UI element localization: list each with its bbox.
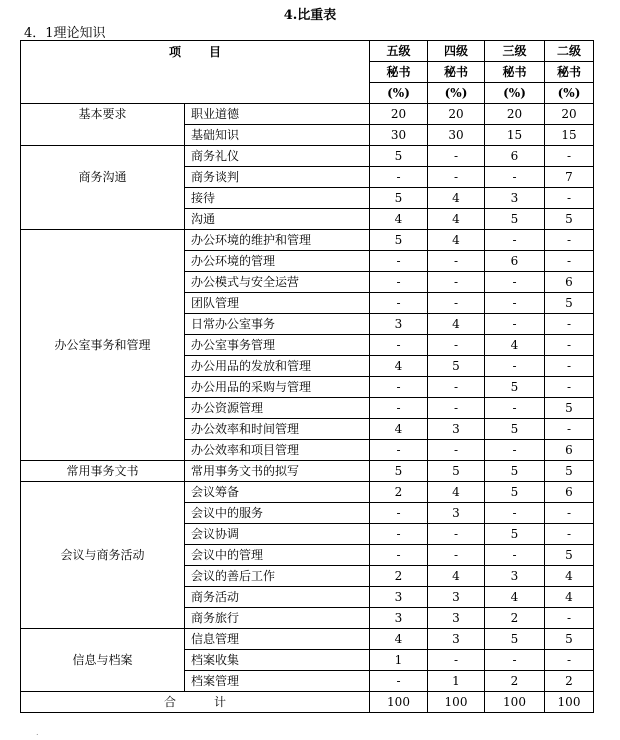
item-cell: 团队管理 [185,293,370,314]
value-cell: - [485,650,545,671]
page-title: 4.比重表 [283,8,337,23]
category-cell: 基本要求 [21,104,185,146]
value-cell: 30 [428,125,485,146]
header-row [21,41,594,62]
value-cell: 3 [370,608,428,629]
project-header [21,41,370,104]
value-cell: 1 [428,671,485,692]
item-cell: 商务礼仪 [185,146,370,167]
value-cell: - [370,398,428,419]
value-cell: 20 [370,104,428,125]
total-value-cell: 100 [428,692,485,713]
value-cell: 2 [485,608,545,629]
value-cell: 5 [545,398,594,419]
value-cell: 3 [428,419,485,440]
value-cell: - [428,440,485,461]
value-cell: 3 [428,503,485,524]
item-cell: 办公资源管理 [185,398,370,419]
category-cell: 会议与商务活动 [21,482,185,629]
value-cell: - [545,251,594,272]
value-cell: 5 [485,419,545,440]
value-cell: 4 [428,188,485,209]
value-cell: 2 [370,566,428,587]
value-cell: - [545,188,594,209]
category-cell: 信息与档案 [21,629,185,692]
value-cell: 3 [428,608,485,629]
value-cell: - [545,419,594,440]
value-cell: 5 [428,461,485,482]
value-cell: 5 [485,461,545,482]
page-mark: . [36,728,39,737]
total-value-cell: 100 [545,692,594,713]
item-cell: 日常办公室事务 [185,314,370,335]
value-cell: 4 [428,566,485,587]
value-cell: 15 [485,125,545,146]
value-cell: 6 [545,440,594,461]
item-cell: 办公环境的管理 [185,251,370,272]
value-cell: - [370,545,428,566]
value-cell: - [485,314,545,335]
item-cell: 办公室事务管理 [185,335,370,356]
value-cell: - [485,398,545,419]
item-cell: 常用事务文书的拟写 [185,461,370,482]
value-cell: 4 [370,629,428,650]
value-cell: - [370,293,428,314]
value-cell: 20 [545,104,594,125]
value-cell: - [428,167,485,188]
value-cell: - [370,503,428,524]
item-cell: 办公用品的采购与管理 [185,377,370,398]
project-header-char-2: 目 [208,45,221,59]
item-cell: 会议的善后工作 [185,566,370,587]
value-cell: 5 [485,524,545,545]
value-cell: 2 [485,671,545,692]
value-cell: - [370,671,428,692]
category-cell: 常用事务文书 [21,461,185,482]
value-cell: 5 [370,461,428,482]
item-cell: 办公效率和时间管理 [185,419,370,440]
value-cell: - [485,545,545,566]
level-5-unit: (%) [370,83,428,104]
level-4-role: 秘书 [428,62,485,83]
table-row [21,104,594,125]
value-cell: 4 [485,335,545,356]
value-cell: 4 [370,209,428,230]
level-2-name: 二级 [545,41,594,62]
value-cell: - [485,503,545,524]
item-cell: 会议中的服务 [185,503,370,524]
value-cell: 30 [370,125,428,146]
value-cell: 20 [428,104,485,125]
item-cell: 接待 [185,188,370,209]
level-3-name: 三级 [485,41,545,62]
value-cell: - [428,293,485,314]
total-value-cell: 100 [370,692,428,713]
level-5-role: 秘书 [370,62,428,83]
total-label-char-2: 计 [213,695,226,709]
item-cell: 商务谈判 [185,167,370,188]
item-cell: 档案管理 [185,671,370,692]
value-cell: - [428,272,485,293]
value-cell: - [428,146,485,167]
category-cell: 办公室事务和管理 [21,230,185,461]
value-cell: 4 [545,587,594,608]
value-cell: 4 [428,230,485,251]
level-3-role: 秘书 [485,62,545,83]
level-5-name: 五级 [370,41,428,62]
value-cell: 6 [485,146,545,167]
level-4-unit: (%) [428,83,485,104]
value-cell: 4 [428,209,485,230]
value-cell: 3 [370,587,428,608]
table-row [21,230,594,251]
value-cell: 3 [428,587,485,608]
value-cell: - [370,524,428,545]
value-cell: 2 [370,482,428,503]
item-cell: 办公环境的维护和管理 [185,230,370,251]
value-cell: 5 [485,629,545,650]
section-subtitle: 4．1理论知识 [24,26,106,41]
value-cell: 5 [545,293,594,314]
value-cell: - [428,524,485,545]
value-cell: - [545,503,594,524]
item-cell: 会议筹备 [185,482,370,503]
value-cell: - [545,335,594,356]
value-cell: - [545,650,594,671]
total-label-char-1: 合 [163,695,176,709]
value-cell: 5 [485,482,545,503]
value-cell: 7 [545,167,594,188]
level-4-name: 四级 [428,41,485,62]
value-cell: - [370,335,428,356]
value-cell: - [428,650,485,671]
value-cell: 4 [370,419,428,440]
value-cell: 3 [428,629,485,650]
total-row [21,692,594,713]
item-cell: 会议协调 [185,524,370,545]
value-cell: - [545,230,594,251]
value-cell: - [545,356,594,377]
item-cell: 办公效率和项目管理 [185,440,370,461]
value-cell: - [428,335,485,356]
total-label [21,692,370,713]
value-cell: - [370,167,428,188]
value-cell: 6 [485,251,545,272]
value-cell: - [545,524,594,545]
value-cell: - [370,377,428,398]
table-row [21,629,594,650]
value-cell: - [545,377,594,398]
item-cell: 办公模式与安全运营 [185,272,370,293]
value-cell: - [428,398,485,419]
value-cell: - [485,356,545,377]
value-cell: - [428,377,485,398]
value-cell: 5 [485,209,545,230]
table-row [21,482,594,503]
item-cell: 会议中的管理 [185,545,370,566]
item-cell: 商务旅行 [185,608,370,629]
table-row [21,146,594,167]
item-cell: 职业道德 [185,104,370,125]
value-cell: 4 [485,587,545,608]
value-cell: 4 [428,314,485,335]
item-cell: 办公用品的发放和管理 [185,356,370,377]
value-cell: 6 [545,482,594,503]
value-cell: - [485,167,545,188]
value-cell: - [428,545,485,566]
value-cell: - [485,230,545,251]
value-cell: - [370,272,428,293]
table-row [21,461,594,482]
value-cell: 5 [545,209,594,230]
value-cell: - [485,293,545,314]
value-cell: - [545,146,594,167]
level-3-unit: (%) [485,83,545,104]
value-cell: 2 [545,671,594,692]
item-cell: 信息管理 [185,629,370,650]
value-cell: 5 [428,356,485,377]
value-cell: - [545,314,594,335]
value-cell: 5 [545,461,594,482]
value-cell: 5 [485,377,545,398]
value-cell: 6 [545,272,594,293]
value-cell: 5 [370,188,428,209]
value-cell: - [485,272,545,293]
value-cell: 5 [370,146,428,167]
level-2-role: 秘书 [545,62,594,83]
item-cell: 档案收集 [185,650,370,671]
value-cell: - [545,608,594,629]
project-header-char-1: 项 [168,45,181,59]
value-cell: 3 [485,188,545,209]
level-2-unit: (%) [545,83,594,104]
value-cell: - [485,440,545,461]
value-cell: 4 [545,566,594,587]
value-cell: 5 [545,545,594,566]
item-cell: 商务活动 [185,587,370,608]
value-cell: 5 [545,629,594,650]
value-cell: - [370,440,428,461]
value-cell: 4 [370,356,428,377]
value-cell: - [428,251,485,272]
category-cell: 商务沟通 [21,146,185,230]
value-cell: 15 [545,125,594,146]
item-cell: 基础知识 [185,125,370,146]
value-cell: 1 [370,650,428,671]
value-cell: 3 [485,566,545,587]
total-value-cell: 100 [485,692,545,713]
value-cell: 20 [485,104,545,125]
item-cell: 沟通 [185,209,370,230]
weight-table [20,40,594,713]
weight-table-body [21,41,594,713]
value-cell: 5 [370,230,428,251]
value-cell: - [370,251,428,272]
value-cell: 3 [370,314,428,335]
value-cell: 4 [428,482,485,503]
